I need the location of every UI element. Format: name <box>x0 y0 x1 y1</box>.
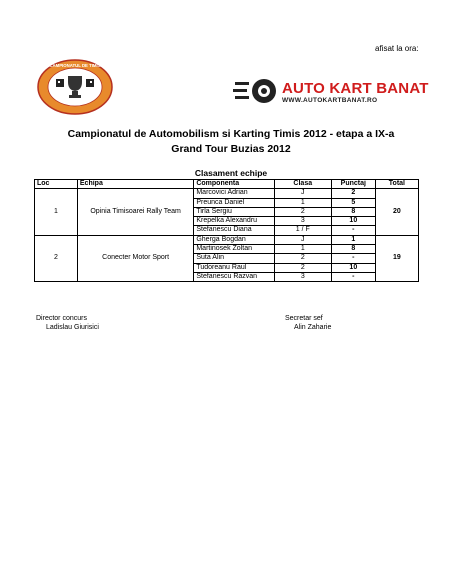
director-name: Ladislau Giurisici <box>46 324 99 331</box>
driver-points: 8 <box>331 207 375 216</box>
driver-class: 2 <box>274 254 331 263</box>
driver-points: 10 <box>331 263 375 272</box>
driver-points: 10 <box>331 217 375 226</box>
driver-points: 5 <box>331 198 375 207</box>
driver-class: 3 <box>274 217 331 226</box>
table-header-row <box>35 180 419 189</box>
championship-logo <box>36 58 114 116</box>
team-total: 20 <box>375 189 418 235</box>
header-total: Total <box>375 180 418 189</box>
driver-name: Krepelka Alexandru <box>194 217 274 226</box>
auto-kart-banat-logo <box>233 76 429 106</box>
section-title: Clasament echipe <box>194 168 268 178</box>
driver-points: - <box>331 272 375 281</box>
team-name: Conecter Motor Sport <box>77 235 193 281</box>
driver-points: 8 <box>331 245 375 254</box>
header-clasa: Clasa <box>274 180 331 189</box>
page-subtitle: Grand Tour Buzias 2012 <box>171 143 291 155</box>
driver-name: Stefanescu Diana <box>194 226 274 235</box>
driver-name: Gherga Bogdan <box>194 235 274 244</box>
team-total: 19 <box>375 235 418 281</box>
driver-points: 2 <box>331 189 375 198</box>
driver-points: - <box>331 254 375 263</box>
driver-class: J <box>274 189 331 198</box>
page-title: Campionatul de Automobilism si Karting Timis 2012 - etapa a IX-a <box>67 128 395 140</box>
kart-wheel-icon <box>233 76 279 106</box>
team-rank: 2 <box>35 235 78 281</box>
director-title: Director concurs <box>36 315 87 322</box>
driver-name: Stefanescu Razvan <box>194 272 274 281</box>
driver-class: 1 <box>274 198 331 207</box>
team-name: Opinia Timisoarei Rally Team <box>77 189 193 235</box>
brand-url: WWW.AUTOKARTBANAT.RO <box>282 97 378 104</box>
driver-class: 2 <box>274 207 331 216</box>
driver-name: Preunca Daniel <box>194 198 274 207</box>
driver-points: 1 <box>331 235 375 244</box>
driver-name: Tudoreanu Raul <box>194 263 274 272</box>
header-componenta: Componenta <box>194 180 274 189</box>
team-rank: 1 <box>35 189 78 235</box>
header-echipa: Echipa <box>77 180 193 189</box>
driver-points: - <box>331 226 375 235</box>
brand-name: AUTO KART BANAT <box>282 80 429 97</box>
team-standings-table <box>34 179 419 282</box>
driver-class: J <box>274 235 331 244</box>
driver-name: Martinosek Zoltan <box>194 245 274 254</box>
driver-name: Marcovici Adrian <box>194 189 274 198</box>
table-row <box>35 235 419 244</box>
driver-name: Tirla Sergiu <box>194 207 274 216</box>
header-loc: Loc <box>35 180 78 189</box>
driver-name: Suta Alin <box>194 254 274 263</box>
svg-text:CAMPIONATUL DE TIMIS: CAMPIONATUL DE TIMIS <box>49 63 101 68</box>
driver-class: 1 <box>274 245 331 254</box>
posted-time-label: afisat la ora: <box>375 44 419 53</box>
secretary-name: Alin Zaharie <box>294 324 332 331</box>
table-row <box>35 189 419 198</box>
header-punctaj: Punctaj <box>331 180 375 189</box>
driver-class: 3 <box>274 272 331 281</box>
driver-class: 2 <box>274 263 331 272</box>
driver-class: 1 / F <box>274 226 331 235</box>
secretary-title: Secretar sef <box>285 315 323 322</box>
